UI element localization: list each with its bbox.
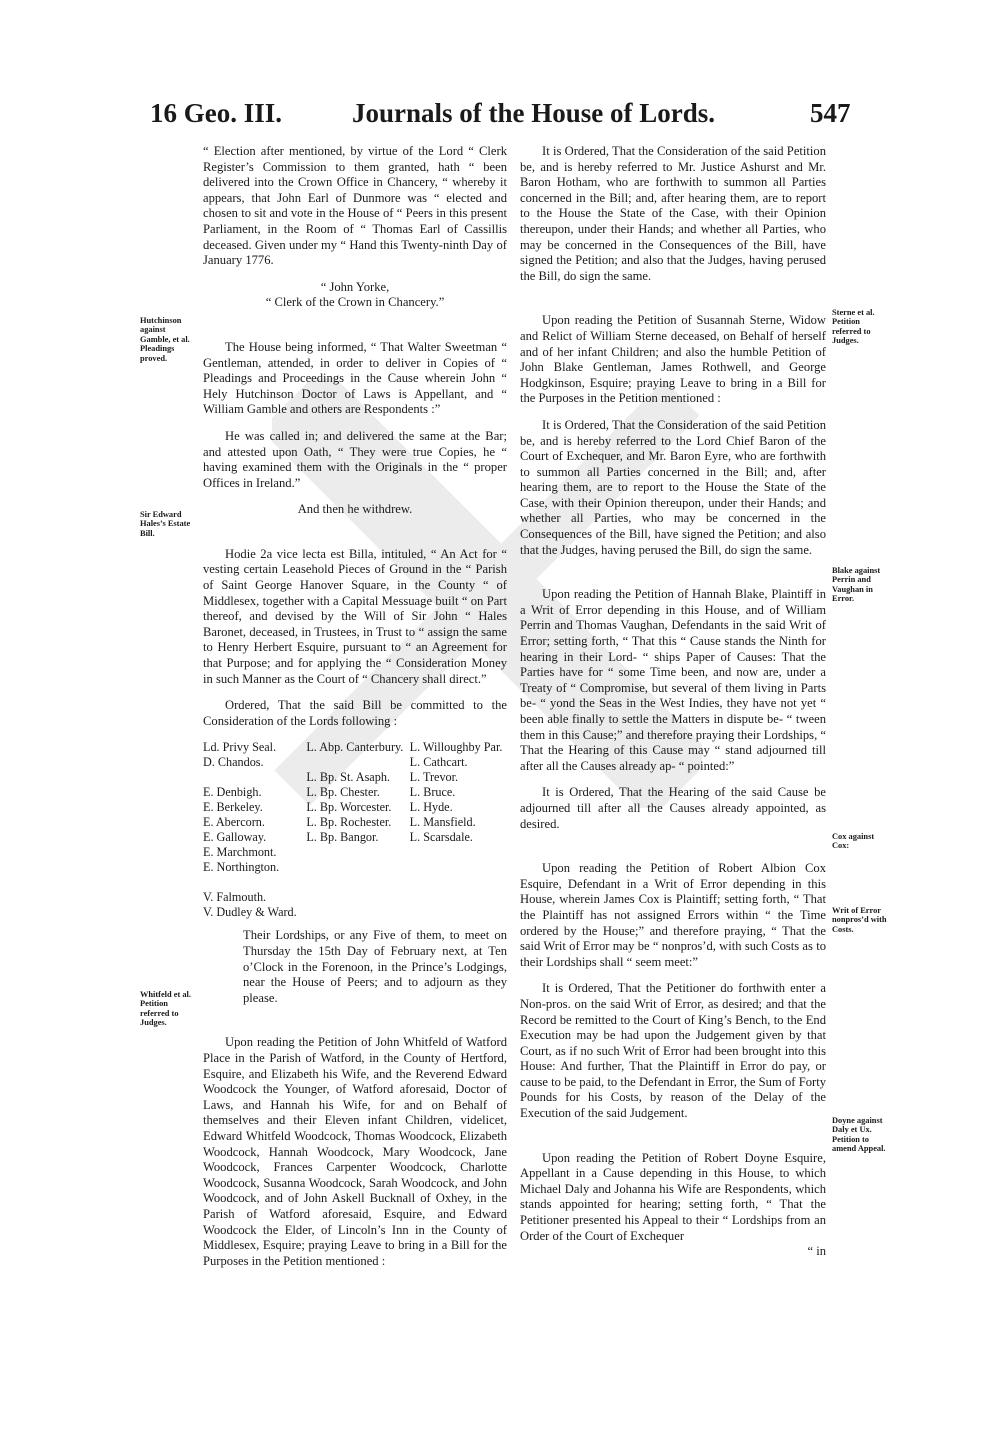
lords-column-3 [410, 740, 507, 920]
right-column [520, 144, 826, 1260]
lord-name: L. Bp. Bangor. [306, 830, 379, 845]
lord-name: Ld. Privy Seal. [203, 740, 277, 755]
lords-committee-list [203, 740, 507, 920]
signature-title: “ Clerk of the Crown in Chancery.” [265, 295, 445, 310]
lord-name: L. Bp. Worcester. [306, 800, 392, 815]
lord-name: V. Dudley & Ward. [203, 905, 297, 920]
hutchinson-paragraph: The House being informed, “ That Walter Sweetman “ Gentleman, attended, in order to deliver in Copies of “ Pleadings and Proceedings in the Cause wherein John “ Hely Hutchinson Doctor of Laws is Appellant, and “ William Gamble and others are Respondents :” [203, 339, 507, 417]
left-column [203, 144, 507, 1280]
page-number: 547 [810, 98, 851, 128]
lord-name: L. Bruce. [409, 785, 456, 800]
lord-name [203, 770, 300, 785]
cox-order: It is Ordered, That the Petitioner do forthwith enter a Non-pros. on the said Writ of Error, as desired; and that the Record be remitted to the Court of King’s Bench, to the End Execution may be had upon the Judgement given by that Court, as if no such Writ of Error had been brought into this House: And further, That the Plaintiff in Error do pay, or cause to be paid, to the Defendant in Error, the Sum of Forty Pounds for his Costs, by reason of the Delay of the Execution of the said Judgement. [520, 981, 826, 1121]
lord-name: L. Trevor. [409, 770, 459, 785]
hales-bill-paragraph: Hodie 2a vice lecta est Billa, intituled, “ An Act for “ vesting certain Leasehold Pieces of Ground in the “ Parish of Saint George Hanover Square, in the County “ of Middlesex, together with a Capital Messuage built “ on Part thereof, and devised by the Will of Sir John “ Hales Baronet, deceased, in Trustees, in Trust to “ assign the same to Henry Herbert Esquire, pursuant to “ an Agreement for that Purpose; and for applying the “ Consideration Money in such Manner as the Court of “ Chancery shall direct.” [203, 546, 507, 686]
lord-name: E. Abercorn. [203, 815, 265, 830]
margin-note-doyne: Doyne against Daly et Ux. Petition to amend Appeal. [832, 1116, 886, 1154]
withdrew-line: And then he withdrew. [297, 502, 413, 517]
journal-title: Journals of the House of Lords. [352, 98, 716, 128]
lord-name: E. Denbigh. [203, 785, 262, 800]
sterne-petition: Upon reading the Petition of Susannah Sterne, Widow and Relict of William Sterne deceased, on Behalf of herself and of her infant Children; and also the humble Petition of John Blake Gentleman, James Rothwell, and George Hodgkinson, Esquire; praying Leave to bring in a Bill for the Purposes in the Petition mentioned : [520, 313, 826, 406]
lord-name: E. Marchmont. [203, 845, 277, 860]
whitfeld-order: It is Ordered, That the Consideration of the said Petition be, and is hereby referred to Mr. Justice Ashurst and Mr. Baron Hotham, who are forthwith to summon all Parties concerned in the Bill; and, after hearing them, are to report to the House the State of the Case, with their Opinion thereupon, under their Hands; and whether all Parties, who may be concerned in the Consequences of the Bill, have signed the Petition; and also that the Judges, having perused the Bill, do sign the same. [520, 144, 826, 283]
blake-order: It is Ordered, That the Hearing of the said Cause be adjourned till after all the Causes already appointed, as desired. [520, 785, 826, 831]
margin-note-blake: Blake against Perrin and Vaughan in Error. [832, 566, 881, 604]
meeting-paragraph: Their Lordships, or any Five of them, to meet on Thursday the 15th Day of February next, at Ten o’Clock in the Forenoon, in the Prince’s Lodgings, near the House of Peers; and to adjourn as they please. [243, 928, 507, 1005]
margin-note-hutchinson: Hutchinson against Gamble, et al. Pleadings proved. [140, 316, 190, 363]
lord-name: L. Scarsdale. [409, 830, 473, 845]
lord-name: L. Cathcart. [409, 755, 468, 770]
attestation-paragraph: He was called in; and delivered the same at the Bar; and attested upon Oath, “ They were true Copies, he “ having examined them with the Originals in the “ proper Offices in Ireland.” [203, 428, 507, 490]
whitfeld-petition: Upon reading the Petition of John Whitfeld of Watford Place in the Parish of Watford, in the County of Hertford, Esquire, and Elizabeth his Wife, and the Reverend Edward Woodcock the Younger, of Watford aforesaid, Doctor of Laws, and Hannah his Wife, for and on Behalf of themselves and their Eleven infant Children, videlicet, Edward Whitfeld Woodcock, Thomas Woodcock, Elizabeth Woodcock, Hannah Woodcock, Mary Woodcock, Jane Woodcock, Frances Carpenter Woodcock, Charlotte Woodcock, Susanna Woodcock, Sarah Woodcock, and John Woodcock, and of John Askell Bucknall of Oxhey, in the Parish of Watford aforesaid, Esquire, and Edward Woodcock the Elder, of Lincoln’s Inn in the County of Middlesex, Esquire; praying Leave to bring in a Bill for the Purposes in the Petition mentioned : [203, 1035, 507, 1268]
lord-name: L. Mansfield. [409, 815, 476, 830]
return-certificate-text: “ Election after mentioned, by virtue of the Lord “ Clerk Register’s Commission to them granted, hath “ been delivered into the Crown Office in Chancery, “ whereby it appears, that John Earl of Dunmore was “ elected and chosen to sit and vote in the House of “ Peers in this present Parliament, in the Room of “ Thomas Earl of Cassillis deceased. Given under my “ Hand this Twenty-ninth Day of January 1776. [203, 144, 507, 268]
lord-name: D. Chandos. [203, 755, 264, 770]
margin-note-sterne: Sterne et al. Petition referred to Judges. [832, 308, 875, 346]
doyne-petition: Upon reading the Petition of Robert Doyne Esquire, Appellant in a Cause depending in this House, to which Michael Daly and Johanna his Wife are Respondents, which stands appointed for hearing; setting forth, “ That the Petitioner presented his Appeal to their “ Lordships from an Order of the Court of Exchequer [520, 1150, 826, 1243]
lord-name: L. Hyde. [409, 800, 453, 815]
margin-note-cox: Cox against Cox: [832, 832, 875, 851]
margin-note-hales: Sir Edward Hales’s Estate Bill. [140, 510, 191, 538]
signature-name: “ John Yorke, [320, 279, 390, 294]
lords-column-2 [306, 740, 403, 920]
cox-petition: Upon reading the Petition of Robert Albion Cox Esquire, Defendant in a Writ of Error depending in this House, wherein James Cox is Plaintiff; setting forth, “ That the Plaintiff has not assigned Errors within “ the Time ordered by the House;” and therefore praying, “ That the said Writ of Error may be “ nonpros’d, with such Costs as to their Lordships shall “ seem meet:” [520, 861, 826, 969]
lord-name [306, 755, 403, 770]
margin-note-nonpros: Writ of Error nonpros’d with Costs. [832, 906, 887, 934]
lord-name: V. Falmouth. [203, 890, 267, 905]
lord-name: L. Bp. St. Asaph. [306, 770, 390, 785]
lord-name: L. Abp. Canterbury. [306, 740, 404, 755]
catchword: “ in [807, 1244, 826, 1259]
regnal-year: 16 Geo. III. [150, 98, 283, 128]
lord-name: L. Bp. Chester. [306, 785, 380, 800]
blake-petition: Upon reading the Petition of Hannah Blake, Plaintiff in a Writ of Error depending in this House, and of William Perrin and Thomas Vaughan, Defendants in the said Writ of Error; setting forth, “ That this “ Cause stands the Ninth for hearing in their Lord- “ ships Paper of Causes: That the Parties have for “ some Time been, and now are, under a Treaty of “ Compromise, but several of them living in Parts be- “ yond the Seas in the West Indies, they have not yet “ been able finally to settle the Matters in dispute be- “ tween them in this Cause;” and therefore praying their Lordships, “ That the Hearing of this Cause may “ stand adjourned till after all the Causes already ap- “ pointed:” [520, 587, 826, 773]
lord-name: L. Willoughby Par. [409, 740, 503, 755]
lord-name: E. Berkeley. [203, 800, 263, 815]
lord-name: L. Bp. Rochester. [306, 815, 392, 830]
lords-column-1 [203, 740, 300, 920]
sterne-order: It is Ordered, That the Consideration of the said Petition be, and is hereby referred to the Lord Chief Baron of the Court of Exchequer, and Mr. Baron Eyre, who are forthwith to summon all Parties concerned in the Bill; and, after hearing them, are to report to the House the State of the Case, with their Opinion thereupon, under their Hands; and whether all Parties, who may be concerned in the Consequences of the Bill, have signed the Petition; and also that the Judges, having perused the Bill, do sign the same. [520, 417, 826, 557]
margin-note-whitfeld: Whitfeld et al. Petition referred to Judges. [140, 990, 191, 1028]
lord-name: E. Galloway. [203, 830, 267, 845]
lord-name: E. Northington. [203, 860, 280, 875]
committee-order: Ordered, That the said Bill be committed to the Consideration of the Lords following : [203, 698, 507, 728]
lord-name [203, 875, 300, 890]
